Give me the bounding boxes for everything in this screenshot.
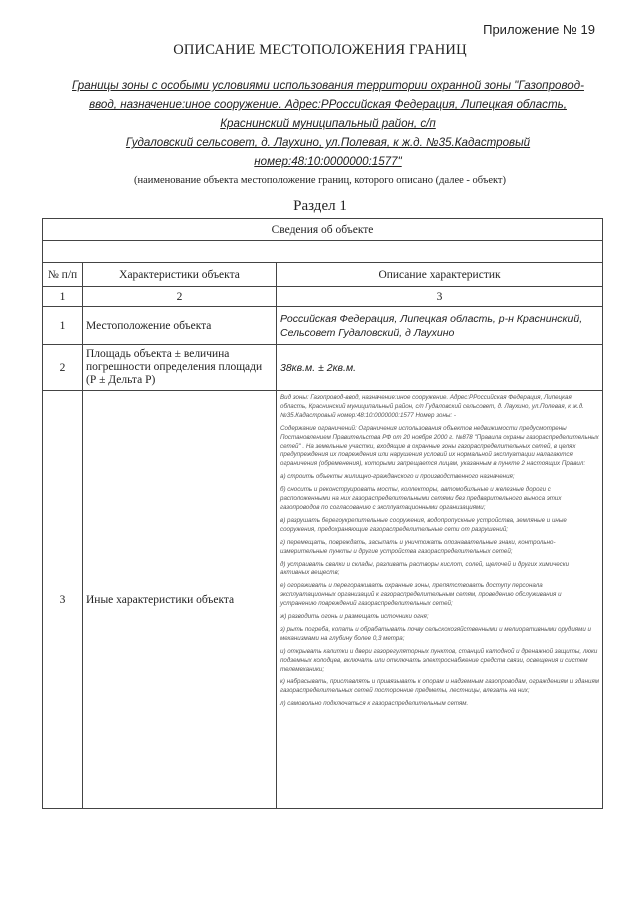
zone-description-line: Границы зоны с особыми условиями использования территории охранной зоны "Газопровод-: [72, 79, 584, 92]
table-spacer-cell: [43, 241, 603, 263]
restriction-paragraph: л) самовольно подключаться к газораспределительным сетям.: [280, 700, 469, 708]
restriction-paragraph: ж) разводить огонь и размещать источники огня;: [280, 613, 429, 621]
column-header-row: [43, 263, 603, 287]
row-number: 1: [43, 307, 83, 345]
table-row: [43, 307, 603, 345]
row-number: 2: [43, 345, 83, 391]
appendix-label: Приложение № 19: [483, 22, 595, 37]
restriction-paragraph: б) сносить и реконструировать мосты, коллекторы, автомобильные и железные дороги с расположенными на них газораспределительными сетями без предварительного выноса этих газопроводов по согласованию с эксплуатационными организациями;: [280, 486, 562, 511]
zone-description: [58, 76, 598, 171]
row-value: 38кв.м. ± 2кв.м.: [277, 345, 603, 391]
row-characteristic: Местоположение объекта: [83, 307, 277, 345]
restriction-paragraph: д) устраивать свалки и склады, разливать растворы кислот, солей, щелочей и других химически активных веществ;: [280, 560, 570, 577]
table-row: [43, 391, 603, 809]
column-number-row: [43, 287, 603, 307]
section-title: Раздел 1: [293, 198, 347, 214]
row-value-other: [277, 391, 603, 809]
restriction-paragraph: и) открывать калитки и двери газорегуляторных пунктов, станций катодной и дренажной защиты, люки подземных колодцев, включать или отключать электроснабжение средств связи, освещения и систем телемеханики;: [280, 647, 598, 673]
column-header-num: № п/п: [43, 263, 83, 287]
zone-description-line: номер:48:10:0000000:1577": [254, 155, 402, 168]
restriction-paragraph: в) разрушать берегоукрепительные сооружения, водопропускные устройства, земляные и иные сооружения, предохраняющие газораспределительные сети от разрушений;: [280, 516, 567, 533]
object-table: [42, 218, 603, 809]
column-header-desc: Описание характеристик: [277, 263, 603, 287]
restriction-paragraph: е) огораживать и перегораживать охранные зоны, препятствовать доступу персонала эксплуатационных организаций к газораспределительным сетям, проведению обслуживания и устранению повреждений газораспределительных сетей;: [280, 582, 562, 608]
column-header-char: Характеристики объекта: [83, 263, 277, 287]
object-caption: (наименование объекта местоположение границ, которого описано (далее - объект): [133, 175, 507, 186]
table-header-row: [43, 219, 603, 241]
row-characteristic: Площадь объекта ± величина погрешности определения площади (Р ± Дельта Р): [83, 345, 277, 391]
page-title: ОПИСАНИЕ МЕСТОПОЛОЖЕНИЯ ГРАНИЦ: [173, 42, 467, 58]
restriction-paragraph: Содержание ограничений: Ограничения использования объектов недвижимости предусмотрены Постановлением Правительства РФ от 20 ноября 2000 г. №878 "Правила охраны газораспределительных сетей" . На земельные участки, входящие в охранные зоны газораспределительных сетей, в целях предупреждения их повреждения или нарушения условий их нормальной эксплуатации налагаются ограничения (обременения), которыми запрещается лицам, указанным в пункте 2 настоящих Правил:: [280, 424, 599, 468]
restriction-paragraph: к) набрасывать, приставлять и привязывать к опорам и надземным газопроводам, ограждениям и зданиям газораспределительных сетей посторонние предметы, лестницы, влезать на них;: [280, 678, 599, 695]
column-number: 2: [83, 287, 277, 307]
restriction-paragraph: Вид зоны: Газопровод-ввод, назначение:иное сооружение. Адрес:РРоссийская Федерация, Липецкая область, Краснинский муниципальный район, с/п Гудаловский сельсовет, д. Лаухино, ул.Полевая, к ж.д. №35.Кадастровый номер:48:10:0000000:1577 Номер зоны: -: [280, 394, 584, 419]
table-header: Сведения об объекте: [43, 219, 603, 241]
zone-description-line: ввод, назначение:иное сооружение. Адрес:РРоссийская Федерация, Липецкая область,: [89, 98, 567, 111]
restriction-paragraph: г) перемещать, повреждать, засыпать и уничтожать опознавательные знаки, контрольно-измерительные пункты и другие устройства газораспределительных сетей;: [280, 538, 556, 555]
zone-description-line: Гудаловский сельсовет, д. Лаухино, ул.Полевая, к ж.д. №35.Кадастровый: [125, 136, 531, 149]
restriction-paragraph: з) рыть погреба, копать и обрабатывать почву сельскохозяйственными и мелиоративными орудиями и механизмами на глубину более 0,3 метра;: [280, 625, 591, 642]
table-row: [43, 345, 603, 391]
zone-description-line: Краснинский муниципальный район, с/п: [220, 117, 436, 130]
restriction-paragraph: а) строить объекты жилищно-гражданского и производственного назначения;: [280, 473, 515, 481]
table-spacer-row: [43, 241, 603, 263]
column-number: 3: [277, 287, 603, 307]
row-characteristic: Иные характеристики объекта: [83, 391, 277, 809]
row-number: 3: [43, 391, 83, 809]
column-number: 1: [43, 287, 83, 307]
row-value: Российская Федерация, Липецкая область, р-н Краснинский, Сельсовет Гудаловский, д Лаухино: [277, 307, 603, 345]
